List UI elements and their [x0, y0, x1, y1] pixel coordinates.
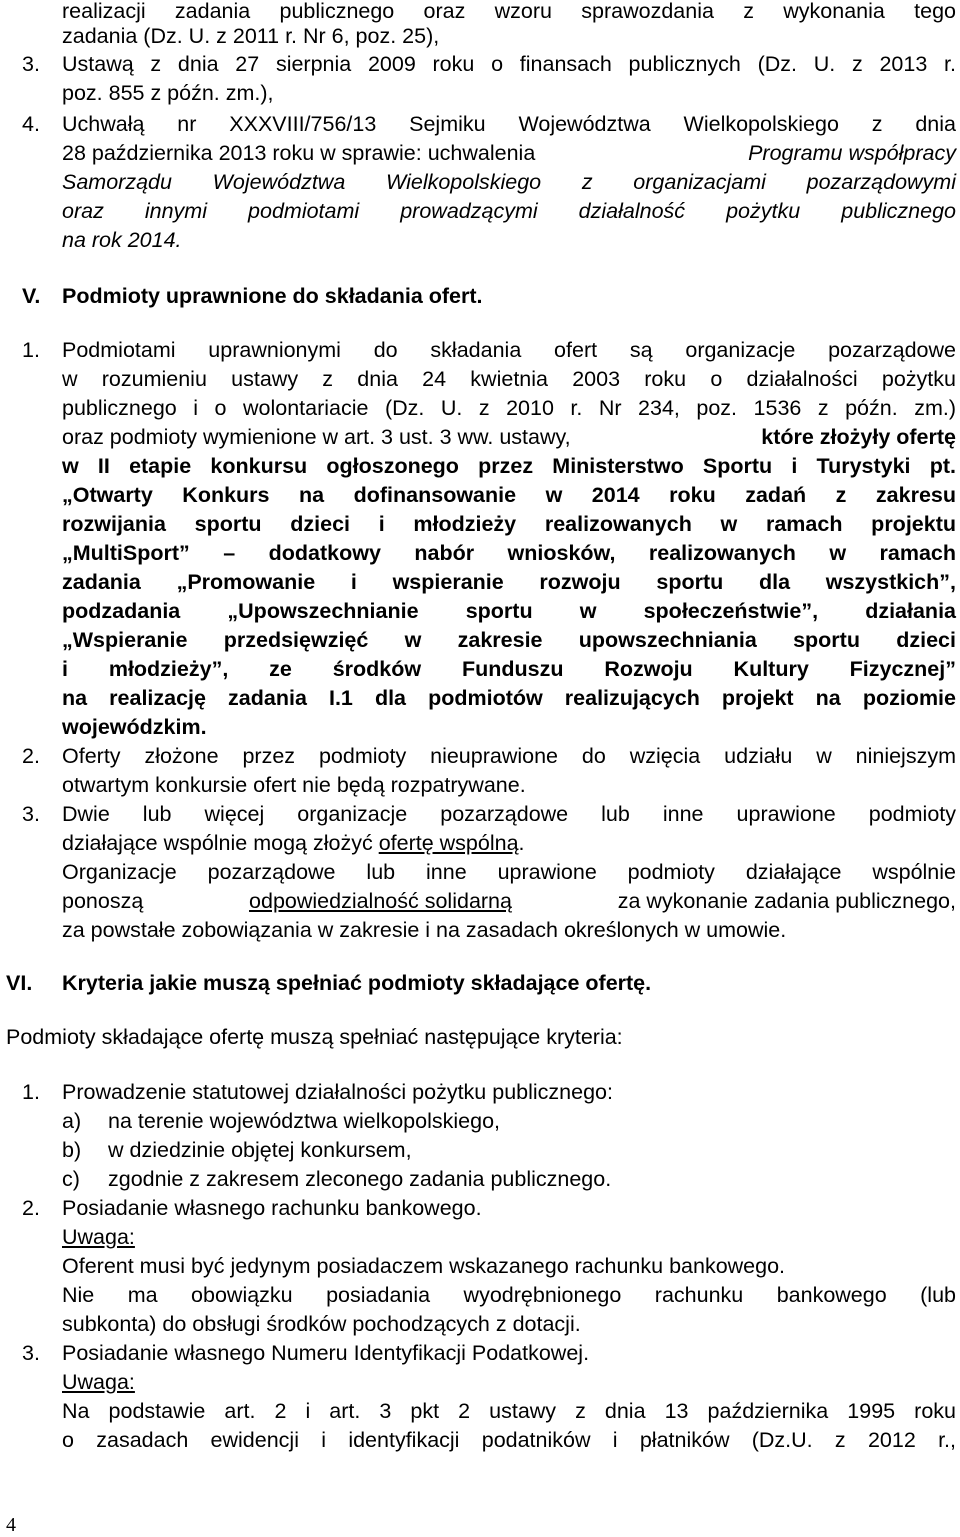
text-span: 28 października 2013 roku w sprawie: uchwalenia	[62, 141, 536, 165]
program-title-italic: Programu współpracy	[748, 141, 956, 165]
text-line: „Wspieranie przedsięwzięć w zakresie upowszechniania sportu dzieci	[62, 628, 956, 652]
text-line: „MultiSport” – dodatkowy nabór wniosków, realizowanych w ramach	[62, 541, 956, 565]
text-line: Ustawą z dnia 27 sierpnia 2009 roku o finansach publicznych (Dz. U. z 2013 r.	[62, 52, 956, 76]
text-span: za wykonanie zadania publicznego,	[617, 889, 956, 913]
text-line: wojewódzkim.	[62, 715, 207, 739]
text-span: oraz podmioty wymienione w art. 3 ust. 3 ww. ustawy,	[62, 425, 571, 449]
text-line: otwartym konkursie ofert nie będą rozpatrywane.	[62, 773, 526, 797]
text-line: Uchwałą nr XXXVIII/756/13 Sejmiku Województwa Wielkopolskiego z dnia	[62, 112, 956, 136]
section-number: V.	[22, 284, 41, 308]
text-span: działające wspólnie mogą złożyć	[62, 831, 373, 855]
text-line: zgodnie z zakresem zleconego zadania publicznego.	[108, 1167, 612, 1191]
text-line: w dziedzinie objętej konkursem,	[108, 1138, 412, 1162]
text-line: Posiadanie własnego Numeru Identyfikacji Podatkowej.	[62, 1341, 590, 1365]
note-label: Uwaga:	[62, 1370, 135, 1394]
text-line: Nie ma obowiązku posiadania wyodrębnionego rachunku bankowego (lub	[62, 1283, 956, 1307]
underlined-span: ofertę wspólną	[378, 831, 519, 855]
text-line: podzadania „Upowszechnianie sportu w społeczeństwie”, działania	[62, 599, 956, 623]
page-number: 4	[6, 1514, 16, 1536]
bold-span: które złożyły ofertę	[761, 425, 956, 449]
section-heading: Podmioty uprawnione do składania ofert.	[62, 284, 483, 308]
list-number: 1.	[22, 1080, 40, 1104]
list-number: 2.	[22, 744, 40, 768]
text-line: na terenie województwa wielkopolskiego,	[108, 1109, 500, 1133]
section-number: VI.	[6, 971, 33, 995]
underlined-span: odpowiedzialność solidarną	[249, 889, 512, 913]
text-line: Podmioty składające ofertę muszą spełniać następujące kryteria:	[6, 1025, 623, 1049]
text-line: realizacji zadania publicznego oraz wzoru sprawozdania z wykonania tego	[62, 0, 956, 23]
section-heading: Kryteria jakie muszą spełniać podmioty składające ofertę.	[62, 971, 652, 995]
text-line: „Otwarty Konkurs na dofinansowanie w 2014 roku zadań z zakresu	[62, 483, 956, 507]
text-line: na rok 2014.	[62, 228, 182, 252]
text-line	[62, 139, 956, 168]
list-number: 4.	[22, 112, 40, 136]
text-line	[62, 829, 525, 858]
text-line: za powstałe zobowiązania w zakresie i na zasadach określonych w umowie.	[62, 918, 787, 942]
text-span: ponoszą	[62, 889, 144, 913]
text-line	[62, 423, 956, 452]
text-line: rozwijania sportu dzieci i młodzieży realizowanych w ramach projektu	[62, 512, 956, 536]
text-line: oraz innymi podmiotami prowadzącymi działalność pożytku publicznego	[62, 199, 956, 223]
list-number: 2.	[22, 1196, 40, 1220]
text-line: w rozumieniu ustawy z dnia 24 kwietnia 2003 roku o działalności pożytku	[62, 367, 956, 391]
text-line: Prowadzenie statutowej działalności pożytku publicznego:	[62, 1080, 613, 1104]
text-line: Podmiotami uprawnionymi do składania ofert są organizacje pozarządowe	[62, 338, 956, 362]
text-line	[62, 887, 956, 916]
text-line: publicznego i o wolontariacie (Dz. U. z 2010 r. Nr 234, poz. 1536 z późn. zm.)	[62, 396, 956, 420]
list-number: 3.	[22, 1341, 40, 1365]
text-line: Oferent musi być jedynym posiadaczem wskazanego rachunku bankowego.	[62, 1254, 786, 1278]
text-line: subkonta) do obsługi środków pochodzących z dotacji.	[62, 1312, 581, 1336]
text-line: Na podstawie art. 2 i art. 3 pkt 2 ustawy z dnia 13 października 1995 roku	[62, 1399, 956, 1423]
text-line: na realizację zadania I.1 dla podmiotów realizujących projekt na poziomie	[62, 686, 956, 710]
list-number: 1.	[22, 338, 40, 362]
text-line: Samorządu Województwa Wielkopolskiego z organizacjami pozarządowymi	[62, 170, 956, 194]
text-line: Dwie lub więcej organizacje pozarządowe lub inne uprawione podmioty	[62, 802, 956, 826]
list-number: 3.	[22, 802, 40, 826]
text-line: Posiadanie własnego rachunku bankowego.	[62, 1196, 482, 1220]
text-line: w II etapie konkursu ogłoszonego przez Ministerstwo Sportu i Turystyki pt.	[62, 454, 956, 478]
text-line: zadania „Promowanie i wspieranie rozwoju sportu dla wszystkich”,	[62, 570, 956, 594]
text-line: Organizacje pozarządowe lub inne uprawione podmioty działające wspólnie	[62, 860, 956, 884]
list-letter: a)	[62, 1109, 82, 1133]
text-line: i młodzieży”, ze środków Funduszu Rozwoju Kultury Fizycznej”	[62, 657, 956, 681]
text-line: zadania (Dz. U. z 2011 r. Nr 6, poz. 25),	[62, 24, 440, 48]
list-letter: c)	[62, 1167, 80, 1191]
text-line: o zasadach ewidencji i identyfikacji podatników i płatników (Dz.U. z 2012 r.,	[62, 1428, 956, 1452]
text-line: Oferty złożone przez podmioty nieuprawione do wzięcia udziału w niniejszym	[62, 744, 956, 768]
list-number: 3.	[22, 52, 40, 76]
text-line: poz. 855 z późn. zm.),	[62, 81, 274, 105]
note-label: Uwaga:	[62, 1225, 135, 1249]
text-span: .	[518, 831, 525, 855]
list-letter: b)	[62, 1138, 82, 1162]
